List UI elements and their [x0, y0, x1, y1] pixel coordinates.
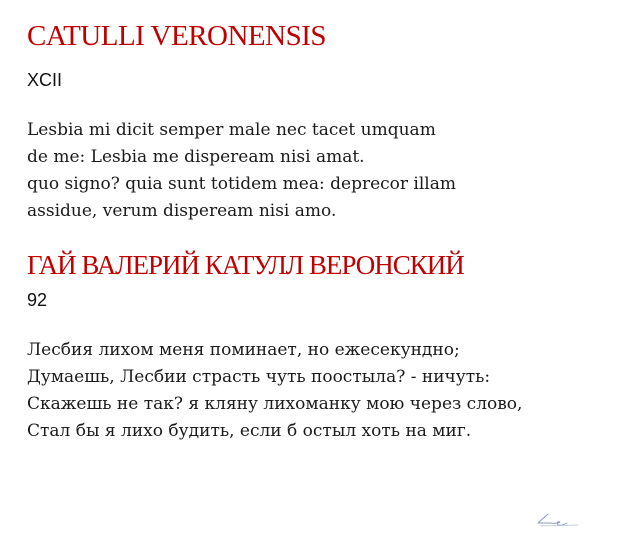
latin-poem — [27, 117, 456, 225]
russian-poem-number: 92 — [27, 290, 48, 310]
russian-poem-line: Стал бы я лихо будить, если б остыл хоть на миг. — [27, 421, 472, 441]
latin-poem-line: Lesbia mi dicit semper male nec tacet umquam — [27, 120, 436, 140]
russian-poem-line: Скажешь не так? я кляну лихоманку мою через слово, — [27, 394, 523, 414]
latin-poem-line: de me: Lesbia me dispeream nisi amat. — [27, 147, 365, 167]
latin-title: CATULLI VERONENSIS — [27, 20, 326, 52]
latin-poem-number: XCII — [27, 70, 63, 90]
latin-poem-line: assidue, verum dispeream nisi amo. — [27, 201, 337, 221]
signature-mark — [534, 512, 582, 530]
russian-poem-line: Лесбия лихом меня поминает, но ежесекундно; — [27, 340, 460, 360]
russian-poem — [27, 337, 522, 445]
russian-title: ГАЙ ВАЛЕРИЙ КАТУЛЛ ВЕРОНСКИЙ — [27, 250, 464, 280]
latin-poem-line: quo signo? quia sunt totidem mea: deprecor illam — [27, 174, 456, 194]
russian-poem-line: Думаешь, Лесбии страсть чуть поостыла? - ничуть: — [27, 367, 491, 387]
